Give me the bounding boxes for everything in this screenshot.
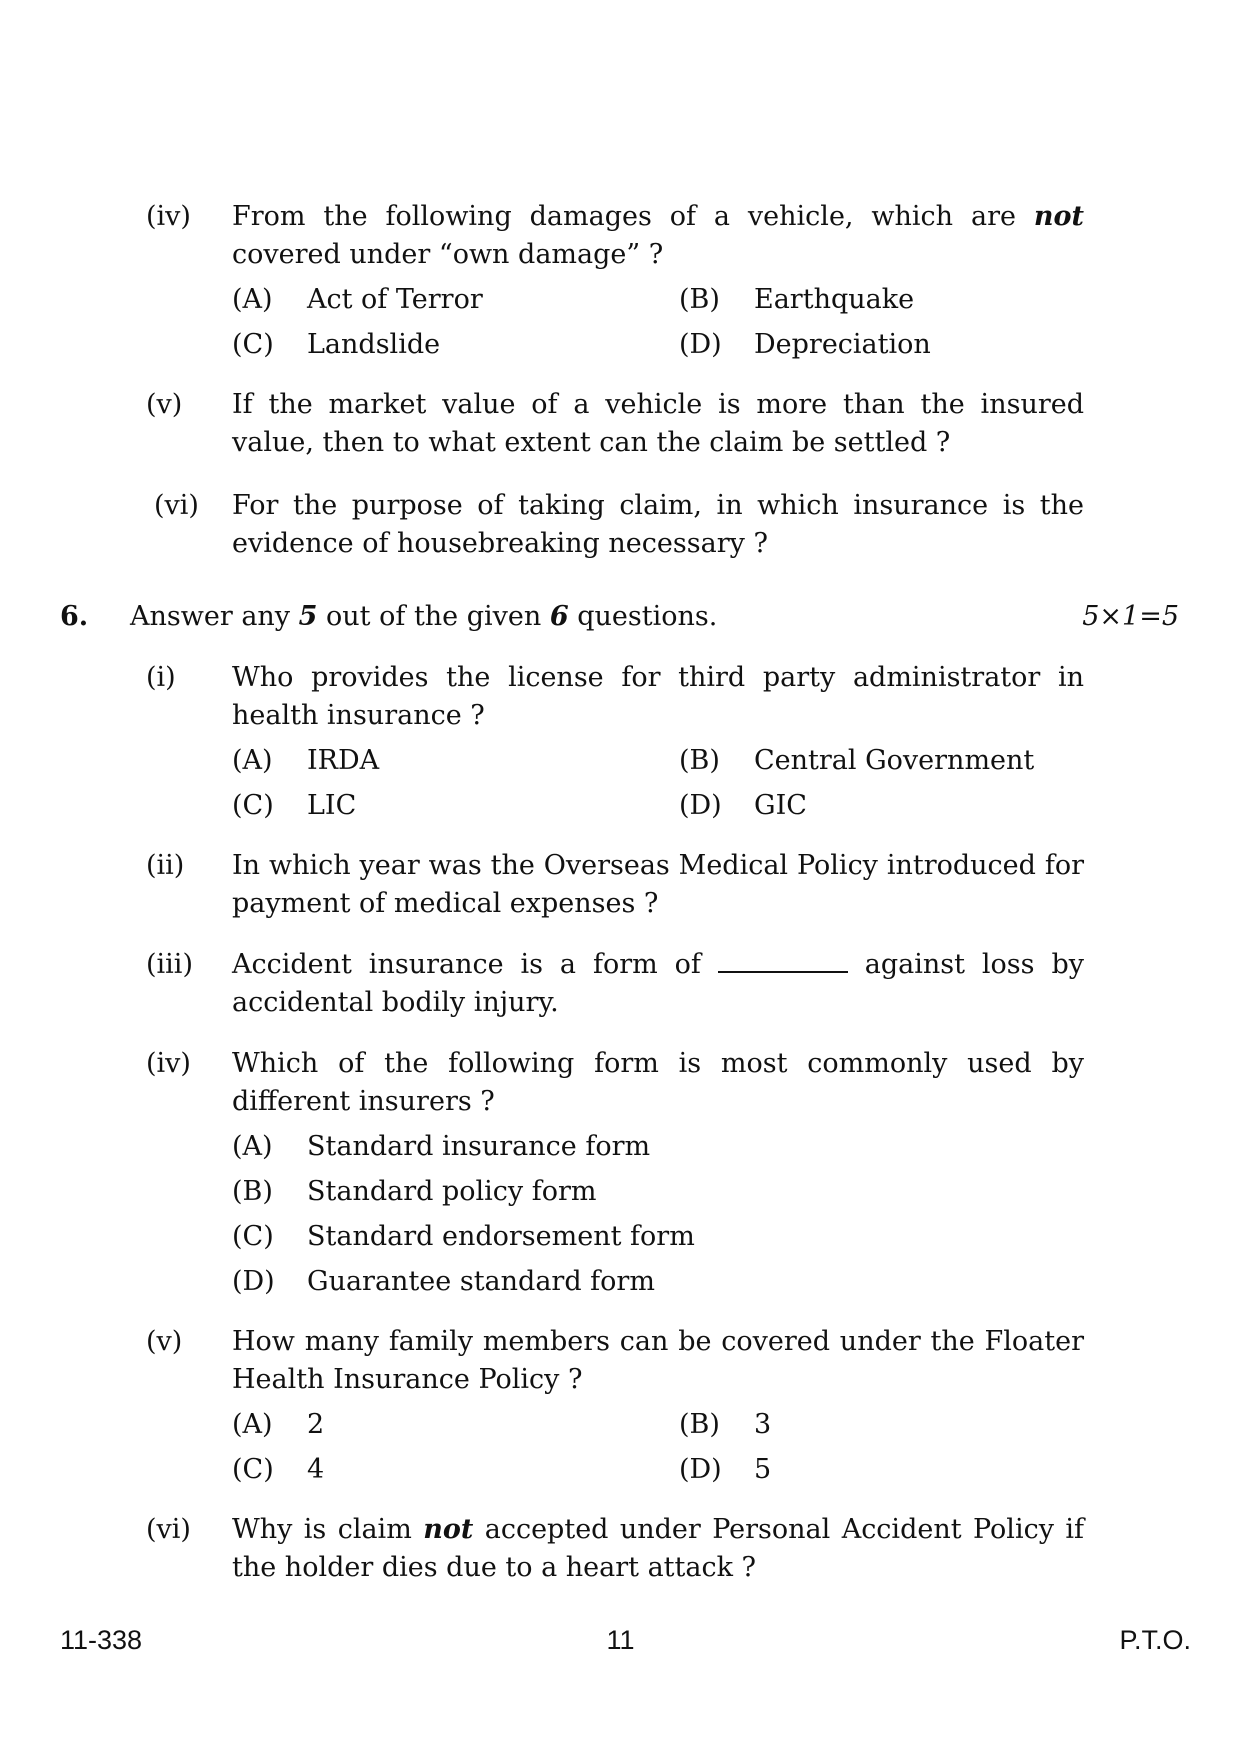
question-text: Who provides the license for third party administrator in health insurance ? [232, 662, 1084, 731]
option-d: (D) GIC [679, 790, 807, 821]
question-text: Which of the following form is most commonly used by different insurers ? [232, 1048, 1084, 1117]
marks: 5×1=5 [1082, 601, 1179, 632]
question-text: How many family members can be covered under the Floater Health Insurance Policy ? [232, 1326, 1084, 1395]
instruction-text: Answer any 5 out of the given 6 questions. [130, 601, 718, 632]
pto-label: P.T.O. [1119, 1625, 1191, 1655]
question-text: Why is claim not accepted under Personal Accident Policy if the holder dies due to a heart attack ? [232, 1514, 1084, 1583]
question-number: (iv) [146, 1048, 191, 1079]
question-text: In which year was the Overseas Medical Policy introduced for payment of medical expenses ? [232, 850, 1084, 919]
question-number: (vi) [154, 490, 199, 521]
option-b: (B) Central Government [679, 745, 1035, 776]
question-text: Accident insurance is a form of against loss by accidental bodily injury. [232, 949, 1084, 1018]
question-number: (iv) [146, 201, 191, 232]
option-a: (A) Act of Terror [232, 284, 483, 315]
option-b: (B) Standard policy form [232, 1176, 597, 1207]
option-d: (D) 5 [679, 1454, 772, 1485]
question-number: (iii) [146, 949, 193, 980]
fill-blank [718, 949, 848, 973]
paper-code: 11-338 [60, 1625, 143, 1655]
option-b: (B) 3 [679, 1409, 772, 1440]
question-text: For the purpose of taking claim, in which insurance is the evidence of housebreaking necessary ? [232, 490, 1084, 559]
option-d: (D) Depreciation [679, 329, 931, 360]
option-c: (C) 4 [232, 1454, 325, 1485]
question-number: (i) [146, 662, 176, 693]
options [232, 281, 1084, 371]
question-number: (ii) [146, 850, 185, 881]
question-number: (vi) [146, 1514, 191, 1545]
question-text: From the following damages of a vehicle, which are not covered under “own damage” ? [232, 201, 1084, 270]
option-a: (A) 2 [232, 1409, 325, 1440]
option-c: (C) Landslide [232, 329, 441, 360]
option-a: (A) Standard insurance form [232, 1131, 651, 1162]
option-c: (C) LIC [232, 790, 357, 821]
options [232, 1128, 1084, 1308]
option-c: (C) Standard endorsement form [232, 1221, 695, 1252]
question-number: (v) [146, 1326, 183, 1357]
option-b: (B) Earthquake [679, 284, 915, 315]
option-a: (A) IRDA [232, 745, 380, 776]
option-d: (D) Guarantee standard form [232, 1266, 655, 1297]
page-number: 11 [606, 1625, 635, 1655]
question-number: 6. [60, 601, 89, 632]
options [232, 742, 1084, 832]
options [232, 1406, 1084, 1496]
question-text: If the market value of a vehicle is more than the insured value, then to what extent can the claim be settled ? [232, 389, 1084, 458]
question-number: (v) [146, 389, 183, 420]
